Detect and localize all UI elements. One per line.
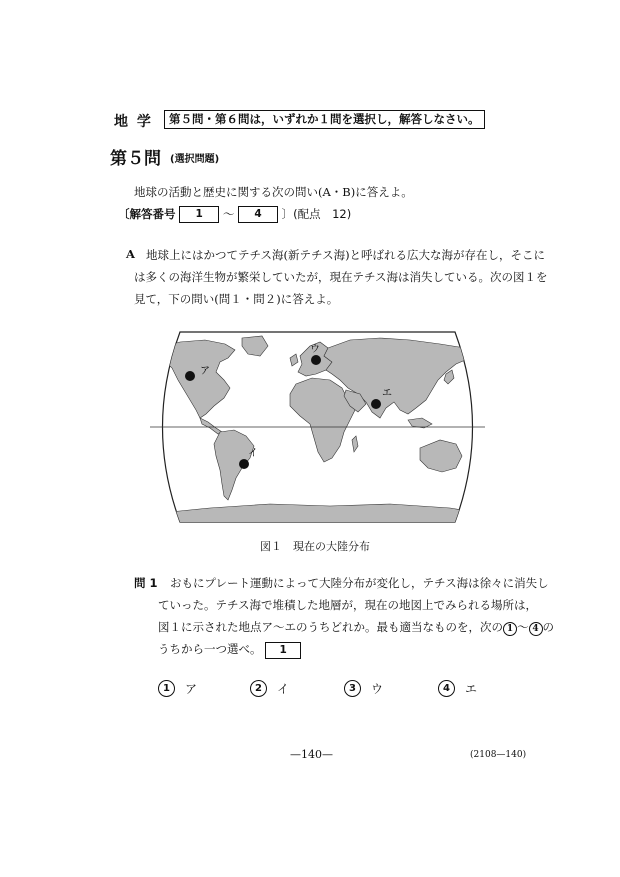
q1-line3 (158, 619, 554, 636)
choice-4-label: エ (465, 682, 478, 696)
q1-line3-text: 図１に示された地点ア〜エのうちどれか。最も適当なものを，次の (158, 620, 503, 634)
point-u-label: ウ (310, 344, 320, 355)
choice-2-number: 2 (250, 680, 267, 697)
choice-1-label: ア (185, 682, 198, 696)
choice-1[interactable] (158, 680, 197, 697)
section-a-label: A (126, 247, 135, 261)
section-a-line1: 地球上にはかつてテチス海(新テチス海)と呼ばれる広大な海が存在し，そこに (146, 248, 546, 262)
point-i-label: イ (248, 448, 258, 459)
answer-range-tilde: 〜 (222, 207, 235, 221)
page-number: —140— (290, 748, 333, 761)
answer-range (118, 206, 351, 223)
q1-line4-text: うちから一つ選べ。 (158, 642, 262, 656)
section-a-line3: 見て，下の問い(問１・問２)に答えよ。 (134, 292, 339, 306)
choice-3[interactable] (344, 680, 383, 697)
figure-caption: 図１ 現在の大陸分布 (260, 540, 370, 553)
q1-range-end: 4 (529, 622, 543, 636)
choice-2[interactable] (250, 680, 289, 697)
point-e-label: エ (382, 388, 392, 399)
choice-4-number: 4 (438, 680, 455, 697)
choice-4[interactable] (438, 680, 477, 697)
q1-line3-end: の (542, 620, 554, 634)
question-title: 第５問 (110, 149, 161, 169)
q1-label: 問 1 (134, 576, 158, 590)
q1-range-start: 1 (503, 622, 517, 636)
q1-line3-tilde: 〜 (517, 620, 529, 634)
q1-line1: おもにプレート運動によって大陸分布が変化し，テチス海は徐々に消失し (170, 576, 549, 590)
answer-range-prefix: 〔解答番号 (118, 207, 176, 221)
q1-line2: ていった。テチス海で堆積した地層が，現在の地図上でみられる場所は， (158, 598, 538, 612)
choice-2-label: イ (277, 682, 290, 696)
choice-3-number: 3 (344, 680, 361, 697)
question-intro: 地球の活動と歴史に関する次の問い(A・B)に答えよ。 (134, 185, 413, 199)
section-a-line2: は多くの海洋生物が繁栄していたが，現在テチス海は消失している。次の図１を (134, 270, 548, 284)
point-a-label: ア (200, 366, 210, 377)
choice-1-number: 1 (158, 680, 175, 697)
question-tag: (選択問題) (170, 154, 220, 165)
answer-range-suffix: 〕(配点 12) (281, 207, 352, 221)
answer-box-end: 4 (238, 206, 278, 223)
q1-answer-box[interactable]: 1 (265, 642, 301, 659)
selection-instruction: 第５問・第６問は，いずれか１問を選択し，解答しなさい。 (164, 110, 485, 129)
choice-3-label: ウ (371, 682, 384, 696)
q1-line4 (158, 641, 301, 659)
answer-box-start: 1 (179, 206, 219, 223)
page-code: (2108—140) (470, 750, 527, 760)
world-map (150, 328, 485, 526)
subject-label: 地 学 (114, 114, 153, 130)
point-u (310, 343, 321, 365)
